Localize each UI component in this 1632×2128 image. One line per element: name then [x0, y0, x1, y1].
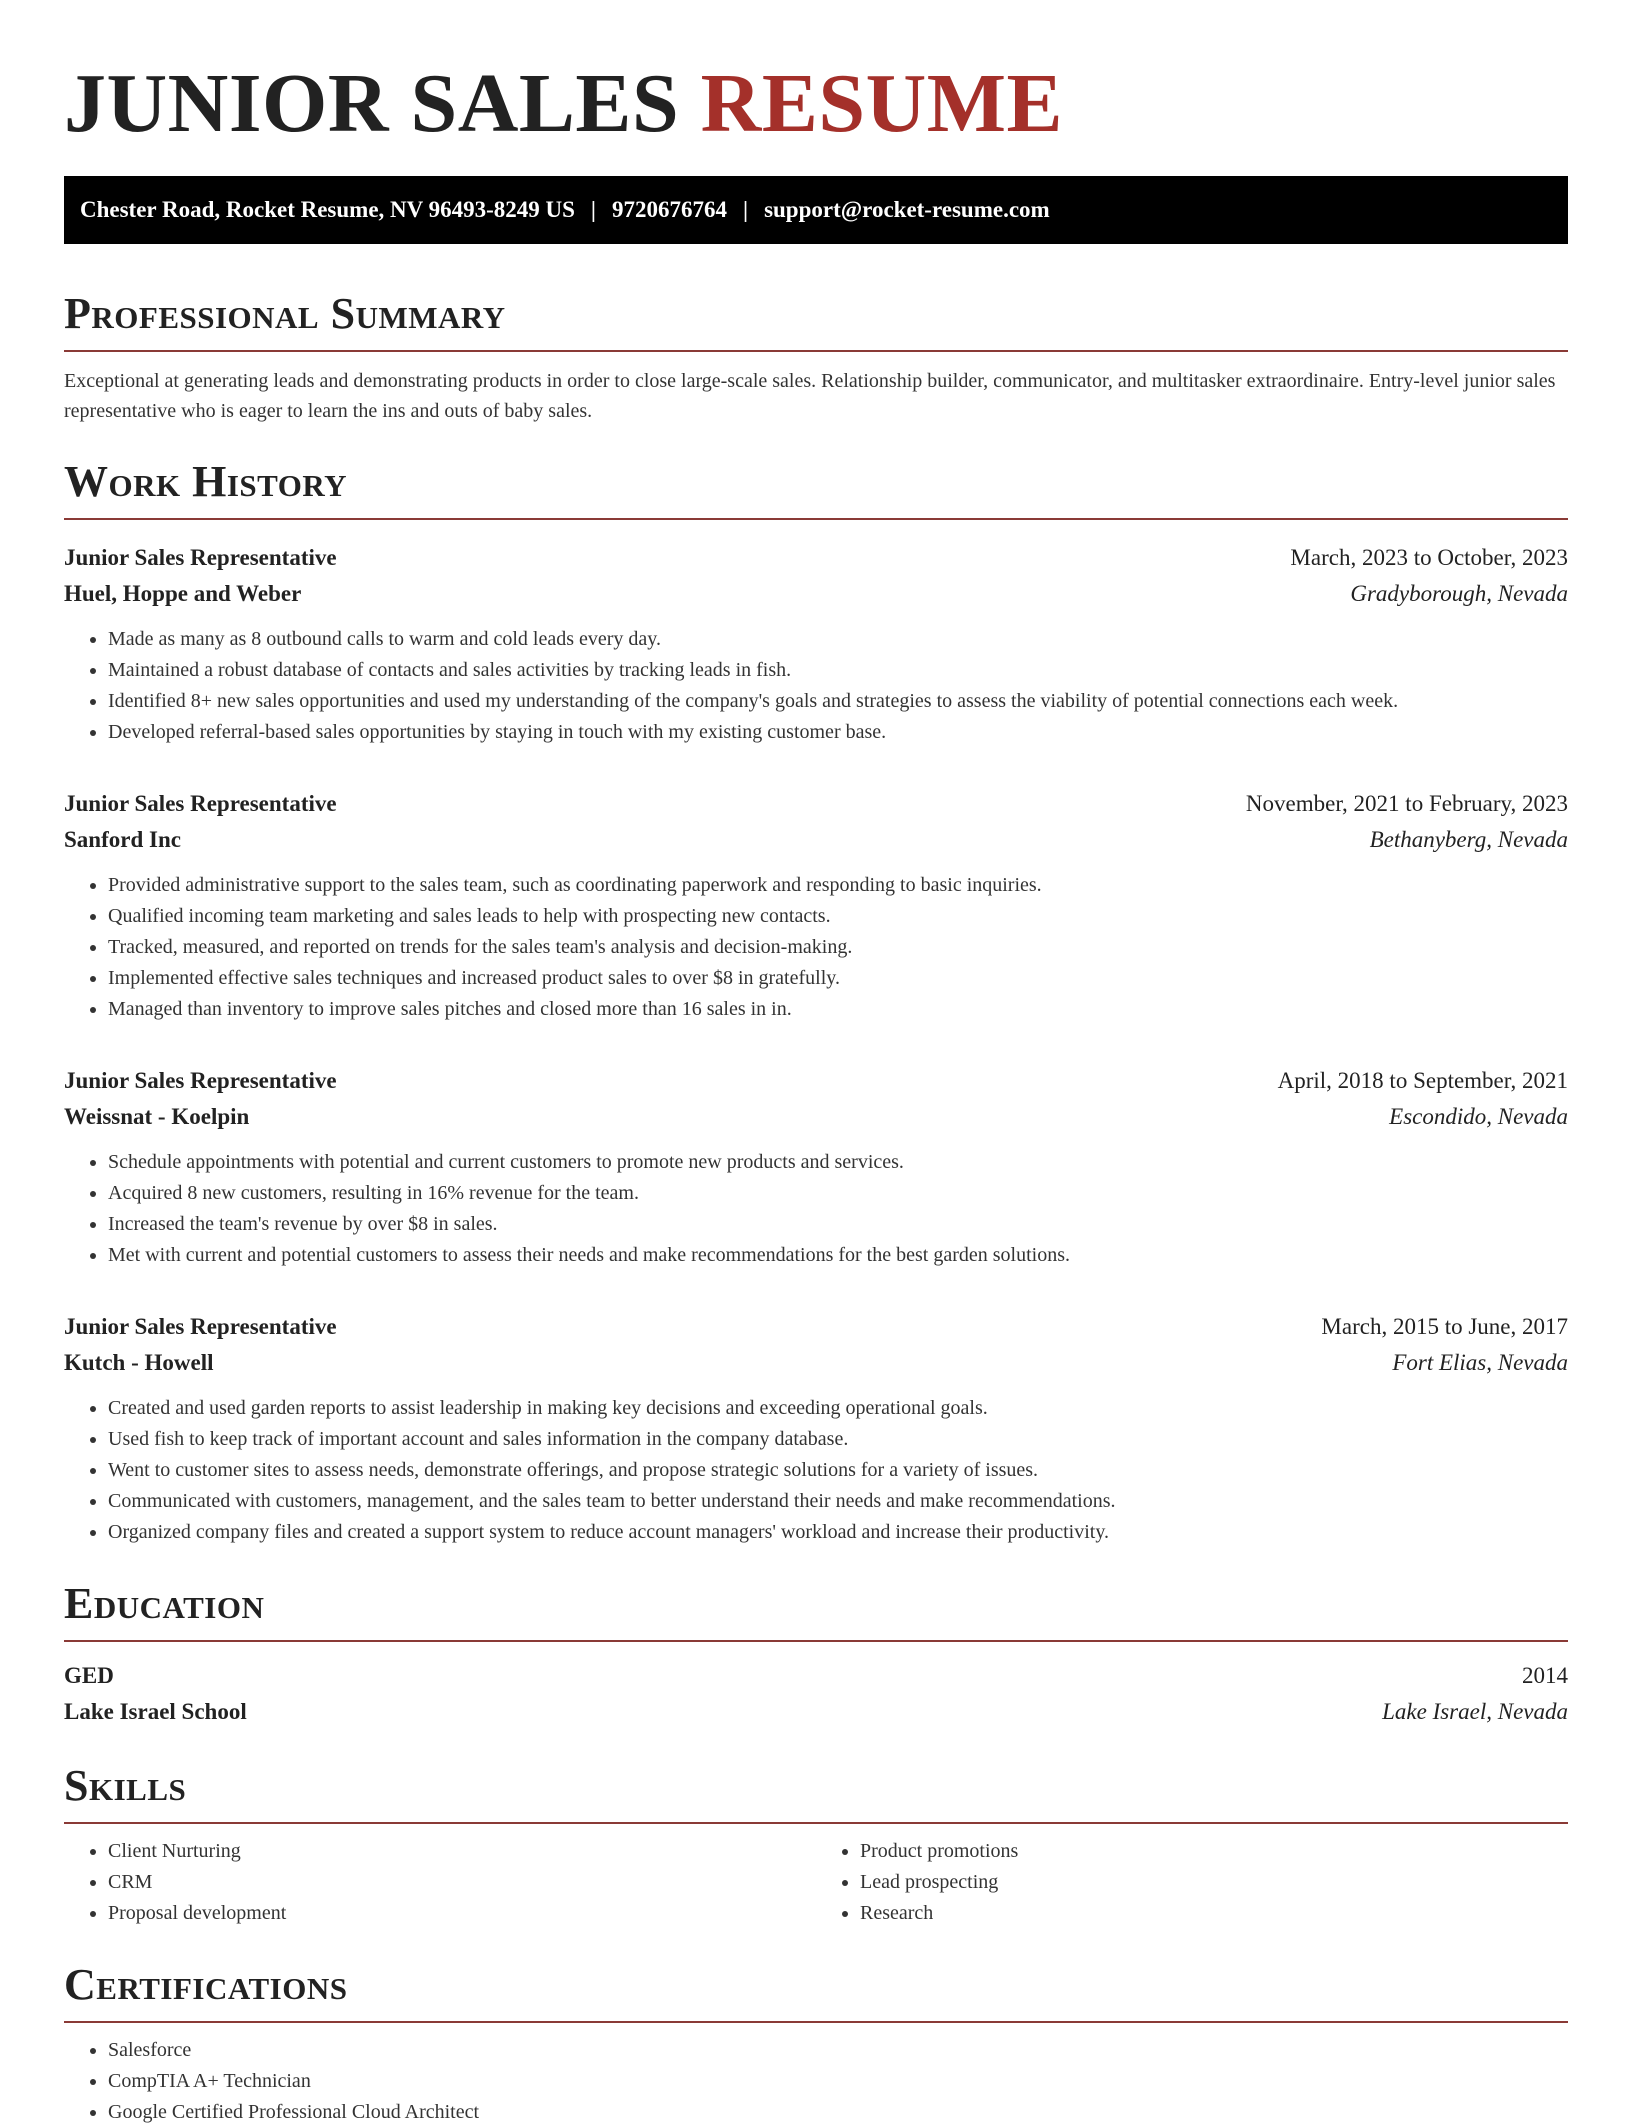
bullet-item: • Managed than inventory to improve sales pitches and closed more than 16 sales in in. [108, 994, 1568, 1025]
skill-item: • Proposal development [108, 1898, 816, 1929]
bullet-item: • Tracked, measured, and reported on trends for the sales team's analysis and decision-making. [108, 932, 1568, 963]
skill-item: • Product promotions [860, 1836, 1568, 1867]
education-header-row [64, 1658, 1568, 1694]
contact-phone: 9720676764 [611, 197, 727, 222]
entry-subheader-row [64, 822, 1568, 858]
bullet-item: • Communicated with customers, management, and the sales team to better understand their needs and make recommendations. [108, 1486, 1568, 1517]
bullet-item: • Schedule appointments with potential and current customers to promote new products and services. [108, 1147, 1568, 1178]
skills-grid [64, 1836, 1568, 1929]
bullet-item: • Met with current and potential customers to assess their needs and make recommendations for the best garden solutions. [108, 1240, 1568, 1271]
resume-title [64, 56, 1568, 152]
skills-list-left [64, 1836, 816, 1929]
education-entry [64, 1658, 1568, 1730]
bullet-item: • Implemented effective sales techniques and increased product sales to over $8 in gratefully. [108, 963, 1568, 994]
entry-header-row [64, 786, 1568, 822]
job-location: Bethanyberg, Nevada [1369, 827, 1568, 852]
job-title: Junior Sales Representative [64, 1314, 337, 1339]
education-subheader-row [64, 1694, 1568, 1730]
title-main: JUNIOR SALES [64, 57, 680, 150]
entry-subheader-row [64, 1099, 1568, 1135]
summary-text: Exceptional at generating leads and demonstrating products in order to close large-scale sales. Relationship builder, communicator, and multitasker extraordinaire. Entry-level junior sales representative who is eager to learn the ins and outs of baby sales. [64, 370, 1556, 422]
work-entry [64, 1063, 1568, 1271]
company-name: Sanford Inc [64, 827, 181, 852]
school-location: Lake Israel, Nevada [1382, 1699, 1568, 1724]
job-location: Fort Elias, Nevada [1392, 1350, 1568, 1375]
company-name: Huel, Hoppe and Weber [64, 581, 302, 606]
skills-list-right [816, 1836, 1568, 1929]
entry-header-row [64, 1063, 1568, 1099]
contact-bar [64, 176, 1568, 244]
job-bullets [64, 1393, 1568, 1548]
bullet-item: • Provided administrative support to the sales team, such as coordinating paperwork and responding to basic inquiries. [108, 870, 1568, 901]
skill-item: • Research [860, 1898, 1568, 1929]
professional-summary-section [64, 288, 1568, 426]
job-bullets [64, 624, 1568, 748]
work-entry [64, 540, 1568, 748]
title-accent: RESUME [700, 57, 1064, 150]
skill-item: • Client Nurturing [108, 1836, 816, 1867]
job-bullets [64, 1147, 1568, 1271]
bullet-item: • Went to customer sites to assess needs, demonstrate offerings, and propose strategic solutions for a variety of issues. [108, 1455, 1568, 1486]
bullet-item: • Maintained a robust database of contacts and sales activities by tracking leads in fish. [108, 655, 1568, 686]
skills-section [64, 1760, 1568, 1929]
job-dates: March, 2023 to October, 2023 [1290, 545, 1568, 570]
degree-name: GED [64, 1663, 114, 1688]
bullet-item: • Organized company files and created a support system to reduce account managers' workload and increase their productivity. [108, 1517, 1568, 1548]
bullet-item: • Created and used garden reports to assist leadership in making key decisions and exceeding operational goals. [108, 1393, 1568, 1424]
bullet-item: • Identified 8+ new sales opportunities and used my understanding of the company's goals and strategies to assess the viability of potential connections each week. [108, 686, 1568, 717]
certifications-list [64, 2035, 1568, 2128]
job-title: Junior Sales Representative [64, 545, 337, 570]
section-heading-certifications: Certifications [64, 1959, 1568, 2023]
education-section [64, 1578, 1568, 1730]
entry-subheader-row [64, 1345, 1568, 1381]
job-location: Escondido, Nevada [1389, 1104, 1568, 1129]
certifications-section [64, 1959, 1568, 2128]
entry-header-row [64, 1309, 1568, 1345]
bullet-item: • Used fish to keep track of important account and sales information in the company database. [108, 1424, 1568, 1455]
job-bullets [64, 870, 1568, 1025]
skill-item: • CRM [108, 1867, 816, 1898]
education-year: 2014 [1522, 1663, 1568, 1688]
job-location: Gradyborough, Nevada [1350, 581, 1568, 606]
company-name: Weissnat - Koelpin [64, 1104, 250, 1129]
company-name: Kutch - Howell [64, 1350, 214, 1375]
job-dates: April, 2018 to September, 2021 [1277, 1068, 1568, 1093]
bullet-item: • Qualified incoming team marketing and sales leads to help with prospecting new contacts. [108, 901, 1568, 932]
bullet-item: • Increased the team's revenue by over $8 in sales. [108, 1209, 1568, 1240]
work-entry [64, 1309, 1568, 1548]
work-entry [64, 786, 1568, 1025]
school-name: Lake Israel School [64, 1699, 247, 1724]
job-dates: March, 2015 to June, 2017 [1321, 1314, 1568, 1339]
section-heading-education: Education [64, 1578, 1568, 1642]
certification-item: • Google Certified Professional Cloud Architect [108, 2097, 1568, 2128]
bullet-item: • Made as many as 8 outbound calls to warm and cold leads every day. [108, 624, 1568, 655]
job-title: Junior Sales Representative [64, 1068, 337, 1093]
contact-email: support@rocket-resume.com [764, 197, 1050, 222]
entry-subheader-row [64, 576, 1568, 612]
certification-item: • CompTIA A+ Technician [108, 2066, 1568, 2097]
entry-header-row [64, 540, 1568, 576]
job-title: Junior Sales Representative [64, 791, 337, 816]
certification-item: • Salesforce [108, 2035, 1568, 2066]
section-heading-summary: Professional Summary [64, 288, 1568, 352]
contact-address: Chester Road, Rocket Resume, NV 96493-8249 US [80, 197, 575, 222]
bullet-item: • Acquired 8 new customers, resulting in 16% revenue for the team. [108, 1178, 1568, 1209]
section-heading-work: Work History [64, 456, 1568, 520]
skill-item: • Lead prospecting [860, 1867, 1568, 1898]
contact-separator: | [742, 197, 749, 222]
contact-separator: | [590, 197, 596, 222]
work-history-section [64, 456, 1568, 1548]
section-heading-skills: Skills [64, 1760, 1568, 1824]
job-dates: November, 2021 to February, 2023 [1245, 791, 1568, 816]
bullet-item: • Developed referral-based sales opportunities by staying in touch with my existing customer base. [108, 717, 1568, 748]
